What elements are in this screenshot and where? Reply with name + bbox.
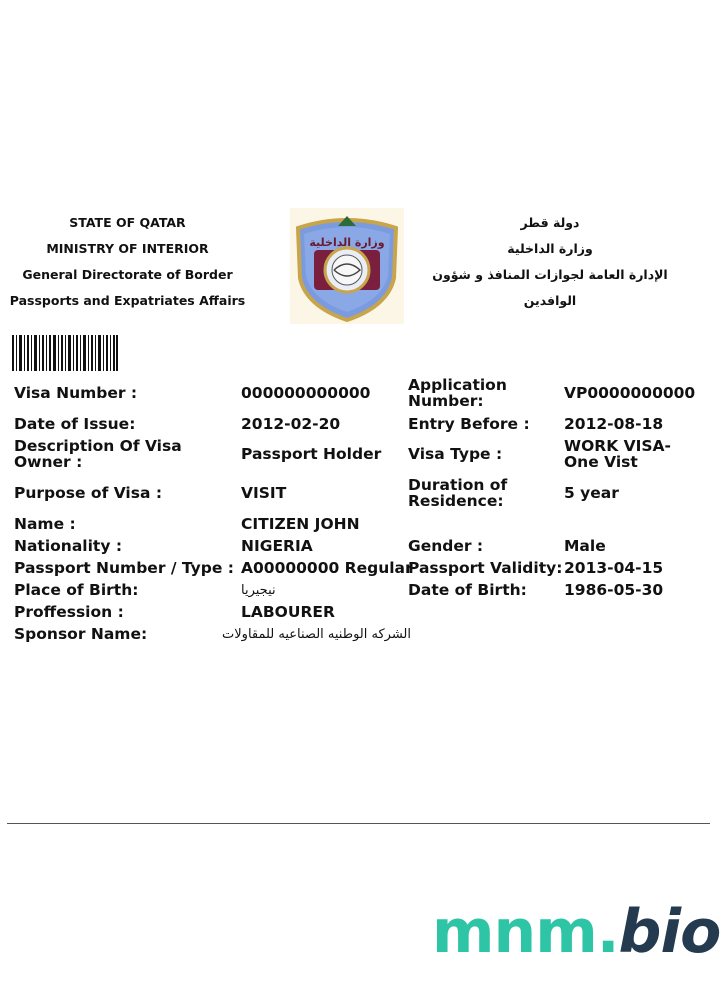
visa-type-value: WORK VISA-One Vist	[564, 437, 671, 471]
nationality-label: Nationality :	[14, 537, 123, 555]
gender-label: Gender :	[408, 537, 484, 555]
ministry-of-interior-emblem-icon	[290, 208, 404, 324]
header-ar-line: الإدارة العامة لجوازات المنافذ و شؤون الوافدين	[432, 267, 668, 308]
purpose-label: Purpose of Visa :	[14, 484, 163, 502]
visa-number-value: 000000000000	[241, 384, 371, 402]
sponsor-value: الشركه الوطنيه الصناعيه للمقاولات	[222, 627, 411, 642]
brand-part-2: bio	[618, 897, 720, 967]
date-of-birth-value: 1986-05-30	[564, 581, 664, 599]
name-label: Name :	[14, 515, 76, 533]
duration-label: Duration of Residence:	[408, 476, 508, 510]
place-of-birth-label: Place of Birth:	[14, 581, 139, 599]
place-of-birth-value: نيجيريا	[241, 583, 276, 598]
header-ar-line: وزارة الداخلية	[507, 241, 593, 256]
header-arabic	[420, 210, 680, 314]
profession-label: Proffession :	[14, 603, 124, 621]
passport-validity-label: Passport Validity:	[408, 559, 563, 577]
passport-validity-value: 2013-04-15	[564, 559, 664, 577]
visa-type-label: Visa Type :	[408, 445, 503, 463]
header-ar-line: دولة قطر	[520, 215, 580, 230]
passport-label: Passport Number / Type :	[14, 559, 234, 577]
purpose-value: VISIT	[241, 484, 287, 502]
date-of-issue-label: Date of Issue:	[14, 415, 136, 433]
header-en-line: General Directorate of Border	[22, 267, 233, 282]
entry-before-value: 2012-08-18	[564, 415, 664, 433]
description-owner-label: Description Of Visa Owner :	[14, 437, 182, 471]
emblem-arabic-text: وزارة الداخلية	[309, 236, 385, 249]
profession-value: LABOURER	[241, 603, 335, 621]
duration-value: 5 year	[564, 484, 619, 502]
header-en-line: STATE OF QATAR	[69, 215, 186, 230]
name-value: CITIZEN JOHN	[241, 515, 360, 533]
gender-value: Male	[564, 537, 606, 555]
brand-logo	[432, 892, 720, 972]
date-of-issue-value: 2012-02-20	[241, 415, 341, 433]
sponsor-label: Sponsor Name:	[14, 625, 148, 643]
header-english	[0, 210, 255, 314]
header-en-line: Passports and Expatriates Affairs	[9, 293, 246, 308]
passport-value: A00000000 Regular	[241, 559, 413, 577]
description-owner-value: Passport Holder	[241, 445, 382, 463]
barcode	[12, 335, 118, 371]
divider	[7, 823, 710, 824]
header-en-line: MINISTRY OF INTERIOR	[46, 241, 209, 256]
brand-part-1: mnm.	[432, 897, 619, 967]
nationality-value: NIGERIA	[241, 537, 313, 555]
date-of-birth-label: Date of Birth:	[408, 581, 527, 599]
application-number-label: Application Number:	[408, 376, 507, 410]
application-number-value: VP0000000000	[564, 384, 696, 402]
entry-before-label: Entry Before :	[408, 415, 530, 433]
visa-number-label: Visa Number :	[14, 384, 138, 402]
